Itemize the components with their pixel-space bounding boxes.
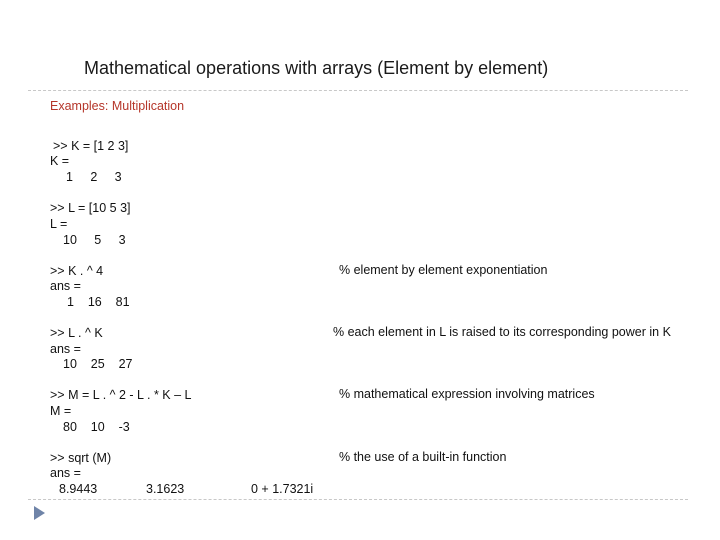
variable-name: K = xyxy=(50,154,70,168)
comment-text: % element by element exponentiation xyxy=(339,263,548,277)
variable-name: ans = xyxy=(50,279,81,293)
divider-top xyxy=(28,90,688,91)
result-line: 1 2 3 xyxy=(66,170,122,184)
command-line: >> L . ^ K xyxy=(50,326,103,340)
section-subtitle: Examples: Multiplication xyxy=(50,99,185,113)
result-value: 0 + 1.7321i xyxy=(251,482,314,496)
variable-name: ans = xyxy=(50,342,81,356)
command-line: >> K . ^ 4 xyxy=(50,264,104,278)
variable-name: L = xyxy=(50,217,68,231)
page-title: Mathematical operations with arrays (Element by element) xyxy=(84,58,549,78)
comment-text: % mathematical expression involving matrices xyxy=(339,387,595,401)
variable-name: ans = xyxy=(50,466,81,480)
result-value: 3.1623 xyxy=(146,482,185,496)
command-line: >> L = [10 5 3] xyxy=(50,201,131,215)
command-line: >> M = L . ^ 2 - L . * K – L xyxy=(50,388,192,402)
divider-bottom xyxy=(28,499,688,500)
comment-text: % each element in L is raised to its corresponding power in K xyxy=(333,325,671,339)
result-line: 80 10 -3 xyxy=(63,420,130,434)
triangle-bullet-icon xyxy=(34,506,45,520)
variable-name: M = xyxy=(50,404,72,418)
result-value: 8.9443 xyxy=(59,482,98,496)
comment-text: % the use of a built-in function xyxy=(339,450,507,464)
command-line: >> K = [1 2 3] xyxy=(53,139,129,153)
result-line: 10 25 27 xyxy=(63,357,133,371)
command-line: >> sqrt (M) xyxy=(50,451,112,465)
result-line: 1 16 81 xyxy=(67,295,130,309)
result-line: 10 5 3 xyxy=(63,233,126,247)
